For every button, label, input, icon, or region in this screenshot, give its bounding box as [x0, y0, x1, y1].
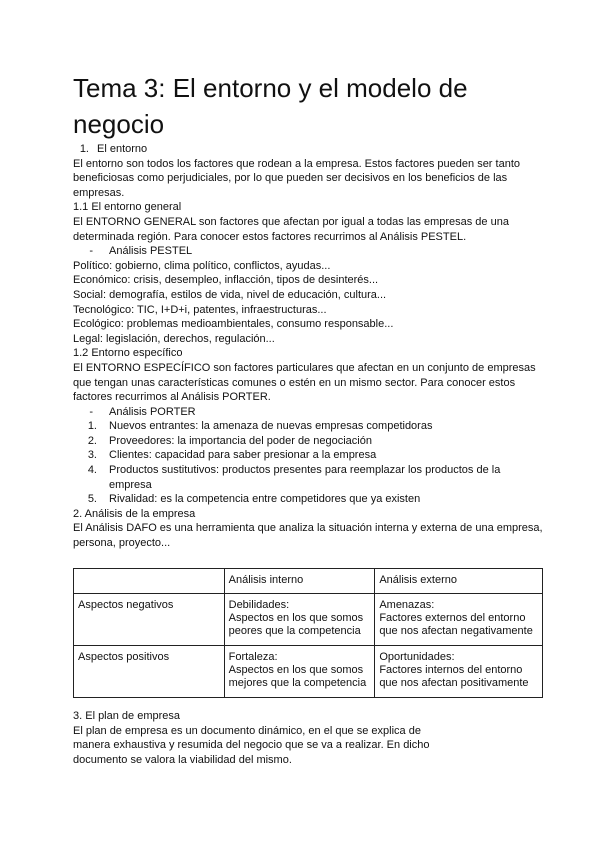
section-3-paragraph: El plan de empresa es un documento dinámico, en el que se explica de manera exhaustiva y resumida del negocio que se va a realizar. En dicho documento se valora la viabilidad del mismo. — [73, 724, 430, 766]
dafo-table — [73, 568, 543, 698]
pestel-item-legal: Legal: legislación, derechos, regulación... — [73, 332, 275, 345]
table-cell-internal — [224, 646, 375, 698]
cell-description: Aspectos en los que somos peores que la competencia — [228, 612, 364, 637]
table-header-row — [74, 569, 543, 594]
porter-item — [73, 448, 543, 463]
porter-item-number: 2. — [87, 434, 97, 447]
section-2-heading: 2. Análisis de la empresa — [73, 507, 196, 520]
cell-title: Debilidades: — [228, 599, 290, 611]
table-row-label: Aspectos negativos — [74, 594, 225, 646]
porter-item-text: Clientes: capacidad para saber presionar a la empresa — [109, 449, 377, 462]
table-header-cell: Análisis externo — [375, 569, 543, 594]
pestel-item-ecological: Ecológico: problemas medioambientales, consumo responsable... — [73, 318, 394, 331]
pestel-item-economic: Económico: crisis, desempleo, inflacción, tipos de desinterés... — [73, 274, 379, 287]
cell-title: Amenazas: — [379, 599, 435, 611]
porter-item — [73, 434, 543, 449]
porter-item-text: Nuevos entrantes: la amenaza de nuevas empresas competidoras — [109, 420, 433, 433]
dash-bullet: - — [89, 245, 93, 258]
pestel-item-social: Social: demografía, estilos de vida, nivel de educación, cultura... — [73, 288, 387, 301]
section-3 — [73, 709, 453, 767]
section-3-heading: 3. El plan de empresa — [73, 710, 181, 722]
section-1-heading — [73, 142, 543, 157]
porter-item — [73, 419, 543, 434]
section-1-paragraph: El entorno son todos los factores que rodean a la empresa. Estos factores pueden ser tanto beneficiosas como perjudiciales, por lo que pueden ser decisivos en los beneficios de las empresas. — [73, 157, 520, 199]
porter-item-text: Proveedores: la importancia del poder de negociación — [109, 434, 372, 447]
section-2-paragraph: El Análisis DAFO es una herramienta que analiza la situación interna y externa de una empresa, persona, proyecto... — [73, 522, 543, 550]
table-header-cell — [74, 569, 225, 594]
cell-description: Factores internos del entorno que nos afectan positivamente — [379, 664, 529, 689]
cell-title: Oportunidades: — [379, 651, 455, 663]
porter-item-text: Productos sustitutivos: productos presentes para reemplazar los productos de la empresa — [109, 464, 501, 491]
document-body — [73, 142, 543, 551]
porter-item — [73, 492, 543, 507]
table-cell-external — [375, 646, 543, 698]
cell-description: Aspectos en los que somos mejores que la competencia — [228, 664, 367, 689]
cell-title: Fortaleza: — [228, 651, 278, 663]
porter-label: Análisis PORTER — [109, 405, 196, 418]
pestel-label-item — [73, 244, 543, 259]
section-1-1-paragraph: El ENTORNO GENERAL son factores que afectan por igual a todas las empresas de una determinada región. Para conocer estos factores recurrimos al Análisis PESTEL. — [73, 215, 509, 243]
section-1-2-heading: 1.2 Entorno específico — [73, 347, 183, 360]
dash-bullet: - — [89, 405, 93, 418]
document-title: Tema 3: El entorno y el modelo de negocio — [73, 73, 468, 139]
porter-item-number: 3. — [87, 449, 97, 462]
table-header-cell: Análisis interno — [224, 569, 375, 594]
table-row — [74, 646, 543, 698]
porter-label-item — [73, 405, 543, 420]
cell-description: Factores externos del entorno que nos afectan negativamente — [379, 612, 533, 637]
table-row-label: Aspectos positivos — [74, 646, 225, 698]
porter-item-number: 4. — [87, 464, 97, 477]
table-row — [74, 594, 543, 646]
pestel-label: Análisis PESTEL — [109, 245, 193, 258]
porter-item-number: 1. — [87, 420, 97, 433]
porter-item — [73, 463, 543, 492]
section-1-1-heading: 1.1 El entorno general — [73, 201, 182, 214]
table-cell-external — [375, 594, 543, 646]
section-1-number: 1. — [79, 143, 89, 155]
porter-item-number: 5. — [87, 493, 97, 506]
pestel-item-political: Político: gobierno, clima político, conflictos, ayudas... — [73, 259, 331, 272]
porter-item-text: Rivalidad: es la competencia entre competidores que ya existen — [109, 493, 421, 506]
pestel-item-technological: Tecnológico: TIC, I+D+i, patentes, infraestructuras... — [73, 303, 327, 316]
section-1-2-paragraph: El ENTORNO ESPECÍFICO son factores particulares que afectan en un conjunto de empresas que tengan unas características comunes o estén en un mismo sector. Para conocer estos factores recurrimos al Análisis PORTER. — [73, 361, 536, 404]
section-1-title: El entorno — [97, 143, 148, 155]
table-cell-internal — [224, 594, 375, 646]
